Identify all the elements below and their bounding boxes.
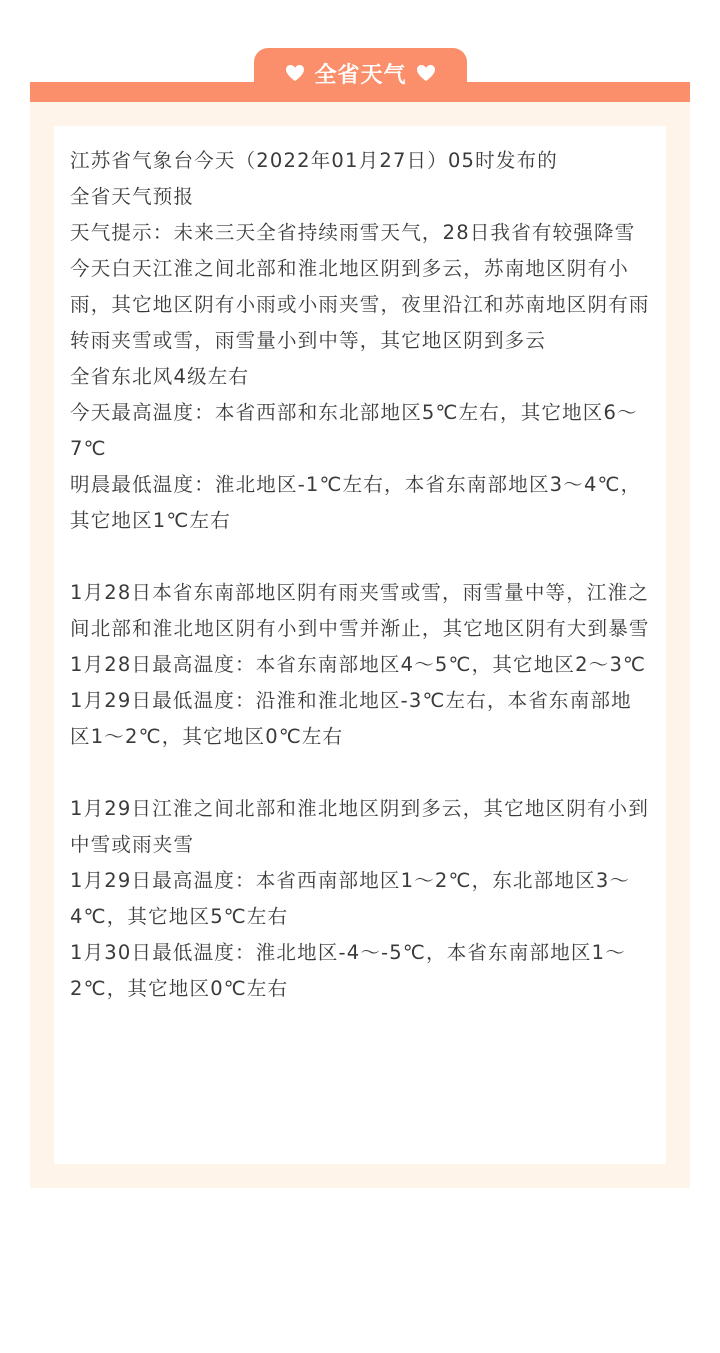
today-forecast: 今天白天江淮之间北部和淮北地区阴到多云，苏南地区阴有小雨，其它地区阴有小雨或小雨夹雪，夜里沿江和苏南地区阴有雨转雨夹雪或雪，雨雪量小到中等，其它地区阴到多云 <box>70 257 650 352</box>
forecast-card <box>54 126 666 1164</box>
jan29-forecast: 1月29日江淮之间北部和淮北地区阴到多云，其它地区阴有小到中雪或雨夹雪 <box>70 797 650 856</box>
issue-line: 江苏省气象台今天（2022年01月27日）05时发布的 <box>70 149 558 172</box>
jan30-low-temp: 1月30日最低温度：淮北地区-4～-5℃，本省东南部地区1～2℃，其它地区0℃左右 <box>70 941 626 1000</box>
weather-tip: 天气提示：未来三天全省持续雨雪天气，28日我省有较强降雪 <box>70 221 636 244</box>
forecast-text <box>70 143 652 1007</box>
heart-icon <box>415 63 437 83</box>
issue-title: 全省天气预报 <box>70 185 195 208</box>
jan29-low-temp: 1月29日最低温度：沿淮和淮北地区-3℃左右，本省东南部地区1～2℃，其它地区0℃左右 <box>70 689 632 748</box>
paragraph-gap <box>70 755 652 791</box>
jan29-high-temp: 1月29日最高温度：本省西南部地区1～2℃，东北部地区3～4℃，其它地区5℃左右 <box>70 869 631 928</box>
paragraph-gap <box>70 539 652 575</box>
jan28-high-temp: 1月28日最高温度：本省东南部地区4～5℃，其它地区2～3℃ <box>70 653 647 676</box>
section-header-tab <box>254 48 467 98</box>
jan28-forecast: 1月28日本省东南部地区阴有雨夹雪或雪，雨雪量中等，江淮之间北部和淮北地区阴有小到中雪并渐止，其它地区阴有大到暴雪 <box>70 581 650 640</box>
wind-forecast: 全省东北风4级左右 <box>70 365 250 388</box>
heart-icon <box>284 63 306 83</box>
section-title: 全省天气 <box>314 62 407 88</box>
today-high-temp: 今天最高温度：本省西部和东北部地区5℃左右，其它地区6～7℃ <box>70 401 638 460</box>
tomorrow-low-temp: 明晨最低温度：淮北地区-1℃左右，本省东南部地区3～4℃，其它地区1℃左右 <box>70 473 642 532</box>
